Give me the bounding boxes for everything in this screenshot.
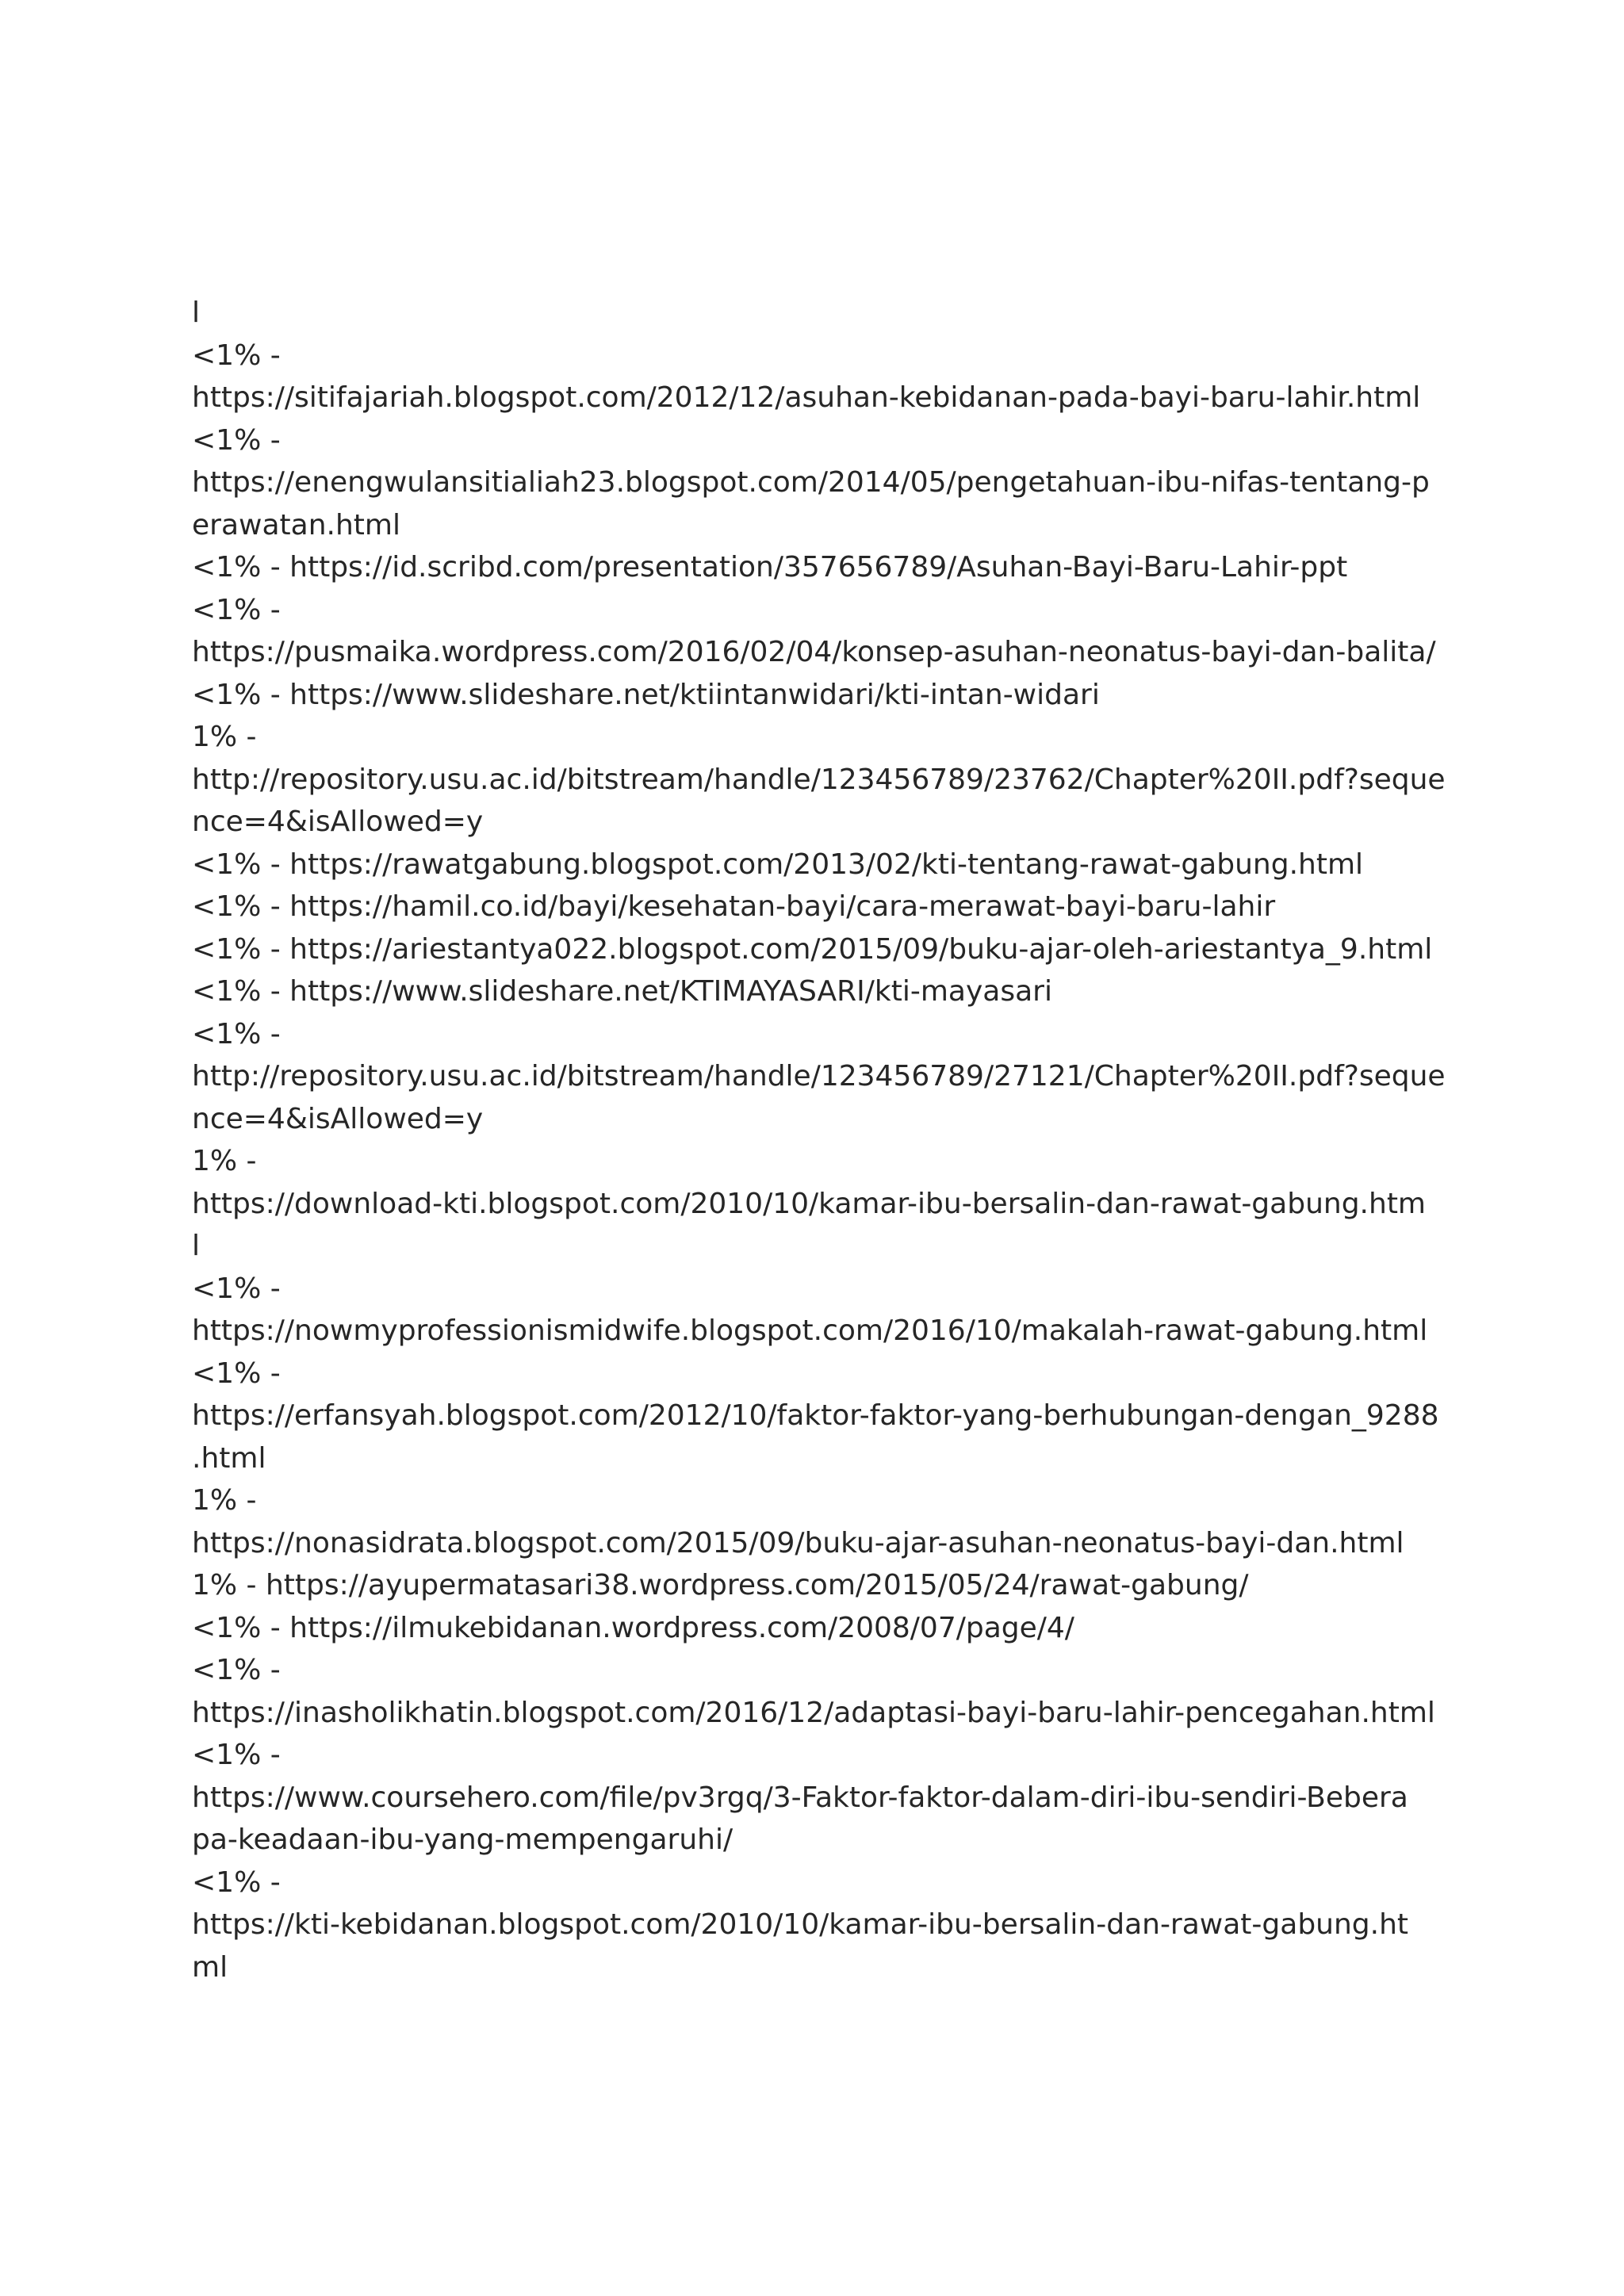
text-line: <1% - [192,593,281,626]
text-line: <1% - [192,1866,281,1899]
text-line: https://kti-kebidanan.blogspot.com/2010/10/kamar-ibu-bersalin-dan-rawat-gabung.ht [192,1908,1409,1941]
text-line: <1% - https://ariestantya022.blogspot.com/2015/09/buku-ajar-oleh-ariestantya_9.html [192,932,1433,966]
text-line: 1% - https://ayupermatasari38.wordpress.com/2015/05/24/rawat-gabung/ [192,1569,1249,1601]
text-line: <1% - [192,339,281,372]
text-line: <1% - https://www.slideshare.net/ktiintanwidari/kti-intan-widari [192,678,1100,711]
text-line: https://inasholikhatin.blogspot.com/2016/12/adaptasi-bayi-baru-lahir-pencegahan.html [192,1696,1435,1729]
text-line: <1% - https://rawatgabung.blogspot.com/2013/02/kti-tentang-rawat-gabung.html [192,848,1364,881]
text-line: l [192,297,201,329]
text-line: ml [192,1950,228,1984]
text-line: https://pusmaika.wordpress.com/2016/02/04/konsep-asuhan-neonatus-bayi-dan-balita/ [192,636,1436,668]
text-line: https://nonasidrata.blogspot.com/2015/09/buku-ajar-asuhan-neonatus-bayi-dan.html [192,1526,1404,1559]
source-list [192,292,1445,1988]
text-line: http://repository.usu.ac.id/bitstream/handle/123456789/23762/Chapter%20II.pdf?seque [192,763,1446,796]
text-line: 1% - [192,721,257,753]
text-line: http://repository.usu.ac.id/bitstream/handle/123456789/27121/Chapter%20II.pdf?seque [192,1060,1446,1093]
text-line: 1% - [192,1484,257,1517]
text-line: <1% - https://www.slideshare.net/KTIMAYASARI/kti-mayasari [192,975,1052,1008]
text-line: <1% - [192,1357,281,1390]
text-line: l [192,1230,201,1262]
text-line: https://download-kti.blogspot.com/2010/10/kamar-ibu-bersalin-dan-rawat-gabung.htm [192,1187,1426,1220]
text-line: <1% - https://id.scribd.com/presentation/357656789/Asuhan-Bayi-Baru-Lahir-ppt [192,551,1348,584]
text-line: pa-keadaan-ibu-yang-mempengaruhi/ [192,1823,733,1856]
text-line: <1% - [192,1017,281,1050]
text-line: <1% - [192,1272,281,1305]
text-line: erawatan.html [192,508,400,541]
text-line: https://enengwulansitialiah23.blogspot.com/2014/05/pengetahuan-ibu-nifas-tentang-p [192,466,1430,499]
text-line: https://www.coursehero.com/file/pv3rgq/3-Faktor-faktor-dalam-diri-ibu-sendiri-Bebera [192,1781,1408,1814]
text-line: nce=4&isAllowed=y [192,1102,484,1135]
text-line: nce=4&isAllowed=y [192,806,484,838]
text-line: .html [192,1441,266,1475]
text-line: https://erfansyah.blogspot.com/2012/10/faktor-faktor-yang-berhubungan-dengan_9288 [192,1399,1439,1432]
text-line: 1% - [192,1145,257,1177]
text-line: https://sitifajariah.blogspot.com/2012/12/asuhan-kebidanan-pada-bayi-baru-lahir.html [192,381,1421,414]
text-line: <1% - https://ilmukebidanan.wordpress.com/2008/07/page/4/ [192,1611,1074,1644]
text-line: <1% - [192,1739,281,1771]
text-line: <1% - [192,423,281,457]
text-line: <1% - https://hamil.co.id/bayi/kesehatan-bayi/cara-merawat-bayi-baru-lahir [192,890,1276,923]
text-line: <1% - [192,1654,281,1686]
text-line: https://nowmyprofessionismidwife.blogspot.com/2016/10/makalah-rawat-gabung.html [192,1314,1428,1347]
